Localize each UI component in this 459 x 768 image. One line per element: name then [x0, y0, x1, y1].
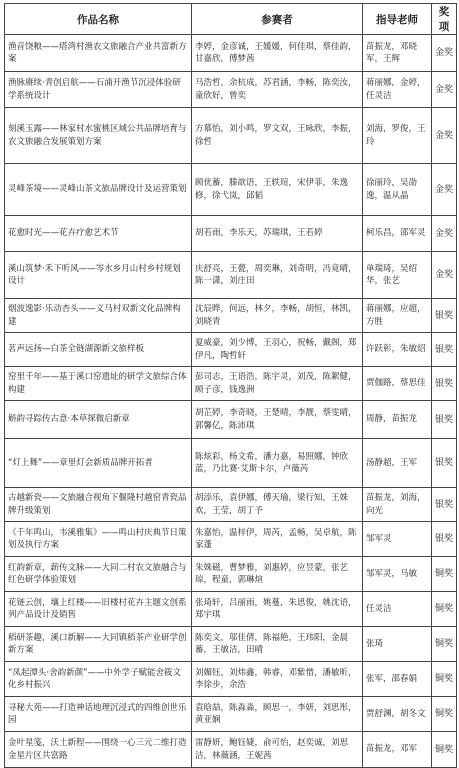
award-cell: 银奖	[432, 333, 457, 367]
work-title-cell: 溪山筑梦·禾下听风——岑水乡月山村乡村规划设计	[5, 252, 192, 299]
advisors-cell: 苗振龙，邓军	[363, 732, 432, 768]
header-work-title: 作品名称	[5, 4, 192, 35]
participants-cell: 袁晗喆，陈淼淼，顾思一，李妍，刘思彤，黄亚娴	[192, 697, 363, 732]
work-title-cell: “凤起潭头·舍韵新颜”——中外学子赋能舍筱文化乡村振兴	[5, 662, 192, 697]
participants-cell: 朱姝磁，曹梦雅，刘惠婷，应昱蒙，张艺琼，程童，郭琳煊	[192, 557, 363, 592]
table-row	[5, 401, 457, 439]
award-cell: 银奖	[432, 488, 457, 522]
advisors-cell: 邹军灵	[363, 522, 432, 557]
award-cell: 铜奖	[432, 662, 457, 697]
table-row	[5, 522, 457, 557]
advisors-cell: 张军，邵春娟	[363, 662, 432, 697]
participants-cell: 方慕怡，刘小鸣，罗文双，王咏欣，李振，徐哲	[192, 108, 363, 164]
award-cell: 金奖	[432, 164, 457, 216]
table-row	[5, 108, 457, 164]
work-title-cell: 金叶星笺，沃土新程——围绕一心三元二维打造金星片区共富路	[5, 732, 192, 768]
work-title-cell: 斛韵寻踪传古意·本草探微启新章	[5, 401, 192, 439]
advisors-cell: 贾舒渊，胡冬文	[363, 697, 432, 732]
advisors-cell: 邹军灵，马敏	[363, 557, 432, 592]
table-row	[5, 367, 457, 401]
work-title-cell: 寻秘大苑——打造神话地理沉浸式的四维创世乐园	[5, 697, 192, 732]
work-title-cell: 刻溪玉露——林家村水蜜桃区域公共品牌培育与农文旅融合发展策划方案	[5, 108, 192, 164]
work-title-cell: 古越新瓷——文旅融合视角下偃隆村越窑青瓷品牌升级策划	[5, 488, 192, 522]
participants-cell: 沈辰晔，何远，林夕，李畅，胡恒，林凯，刘晓青	[192, 299, 363, 333]
work-title-cell: 渔音饶粮——塔湾村渔农文旅融合产业共富新方案	[5, 35, 192, 72]
participants-cell: 顾优蓄，滕歆语，王轶瑄，宋伊菲，朱逸修，徐弋岚，邱韬	[192, 164, 363, 216]
award-cell: 银奖	[432, 299, 457, 333]
work-title-cell: 红韵新章，薪传文脉——大同二村农文旅融合与红色研学体验策划	[5, 557, 192, 592]
participants-cell: 陈炫彩，杨文希，潘力嘉，易照娜，钟欣蓝，乃比赛·艾斯卡尔，卢薇芮	[192, 439, 363, 488]
table-row	[5, 592, 457, 627]
work-title-cell: 窑里千年——基于溪口窑遗址的研学文旅综合体构建	[5, 367, 192, 401]
advisors-cell: 贾伽路，蔡思佳	[363, 367, 432, 401]
participants-cell: 庆舒亮，王甍，周奕琳，刘奇明，冯竟晴，陈一潇，刘庄田	[192, 252, 363, 299]
header-advisors: 指导老师	[363, 4, 432, 35]
table-row	[5, 439, 457, 488]
participants-cell: 张琦轩，吕丽雨，姚蔓，朱思俊，姚沈语，郑宇琪	[192, 592, 363, 627]
table-row	[5, 662, 457, 697]
table-row	[5, 557, 457, 592]
participants-cell: 夏威豪，刘少博，王羽心，祝畅，戴阁，郑伊凡，陶哲轩	[192, 333, 363, 367]
table-row	[5, 252, 457, 299]
table-header-row	[5, 4, 457, 35]
participants-cell: 陈奕文，邬佳倩，陈福艳，王玮阳，金晨蓄，王敏洁，田晴	[192, 627, 363, 662]
work-title-cell: 烟波逸影·乐动杏头——义马村双新文化品牌构建	[5, 299, 192, 333]
advisors-cell: 汤静超，王军	[363, 439, 432, 488]
advisors-cell: 蒋丽娜，应超，方胜	[363, 299, 432, 333]
work-title-cell: “灯上舞”——章里灯会新质品牌开拓者	[5, 439, 192, 488]
participants-cell: 胡芷婷，李奇晓，王楚晴，李靓，蔡雯晴，郭馨亿，陈沛琪	[192, 401, 363, 439]
header-award: 奖项	[432, 4, 457, 35]
award-cell: 铜奖	[432, 697, 457, 732]
advisors-cell: 柯乐昌，邵军灵	[363, 216, 432, 252]
work-title-cell: 花链云创，壤上红楼——旧楼村花卉主题文创系列产品设计及销售	[5, 592, 192, 627]
participants-cell: 胡添乐，袁伊娜，傅天瑜，梁行知，王姝欢，王莹，胡丁予	[192, 488, 363, 522]
work-title-cell: 《千年鸣山，韦溪雅集》——鸣山村庆典节日策划及执行方案	[5, 522, 192, 557]
award-cell: 银奖	[432, 522, 457, 557]
awards-table-container	[4, 3, 457, 768]
award-cell: 银奖	[432, 401, 457, 439]
award-cell: 铜奖	[432, 557, 457, 592]
table-row	[5, 697, 457, 732]
advisors-cell: 刘海，罗俊，王玲	[363, 108, 432, 164]
advisors-cell: 苗振龙，邓晓军，王辉	[363, 35, 432, 72]
award-cell: 银奖	[432, 439, 457, 488]
participants-cell: 胡若雨，李乐天，苏瑞琪，王若婷	[192, 216, 363, 252]
table-row	[5, 299, 457, 333]
awards-table	[4, 3, 457, 768]
table-row	[5, 164, 457, 216]
advisors-cell: 张琦	[363, 627, 432, 662]
advisors-cell: 蒋丽娜，金婷，任灵洁	[363, 72, 432, 108]
table-row	[5, 216, 457, 252]
award-cell: 铜奖	[432, 627, 457, 662]
participants-cell: 刘媚钰，刘炜鑫，韩睿，邓紫惜，潘敏昕，李徐步，余浩	[192, 662, 363, 697]
award-cell: 金奖	[432, 72, 457, 108]
award-cell: 银奖	[432, 367, 457, 401]
header-participants: 参赛者	[192, 4, 363, 35]
advisors-cell: 苗振龙，刘海，向光	[363, 488, 432, 522]
award-cell: 金奖	[432, 252, 457, 299]
work-title-cell: 稻研茶趣，溪口新解——大同镇稻茶产业研学创新方案	[5, 627, 192, 662]
work-title-cell: 花愈时光——花卉疗愈艺术节	[5, 216, 192, 252]
table-row	[5, 72, 457, 108]
table-row	[5, 732, 457, 768]
table-row	[5, 627, 457, 662]
participants-cell: 雷静妍，鲍钰婕，俞可怡，赵奕诚，刘思洁，林薇涵，王妮茜	[192, 732, 363, 768]
participants-cell: 马浩哲，余杭成，苏君涵，李畅，陈奕汝，童欣好，曾奕	[192, 72, 363, 108]
advisors-cell: 单瑞琦，吴绍华，张艺	[363, 252, 432, 299]
table-row	[5, 488, 457, 522]
work-title-cell: 茗声远扬—白茶全链湖源新文旅样板	[5, 333, 192, 367]
advisors-cell: 周静，苗振龙	[363, 401, 432, 439]
work-title-cell: 灵峰茶境——灵峰山茶文旅品牌设计及运营策划	[5, 164, 192, 216]
award-cell: 金奖	[432, 108, 457, 164]
participants-cell: 李婷，金彦诚，王媛媛，何佳琪，蔡佳韵，甘嘉欣，傅梦茜	[192, 35, 363, 72]
award-cell: 铜奖	[432, 592, 457, 627]
table-row	[5, 35, 457, 72]
award-cell: 金奖	[432, 35, 457, 72]
award-cell: 金奖	[432, 216, 457, 252]
participants-cell: 彭司志，王语浩，陈宇灵，刘茂，陈絮健，顾子彦，钱逸洲	[192, 367, 363, 401]
participants-cell: 朱嘉怡，温梓伊，周芮，孟畅，吴卓航，陈家蓬	[192, 522, 363, 557]
advisors-cell: 任灵洁	[363, 592, 432, 627]
award-cell: 铜奖	[432, 732, 457, 768]
table-row	[5, 333, 457, 367]
advisors-cell: 许跃彰，朱敏炤	[363, 333, 432, 367]
work-title-cell: 渔脉赓续·青创启航——石浦开渔节沉浸体验研学系统设计	[5, 72, 192, 108]
advisors-cell: 徐丽玲，吴劭逸，温从晶	[363, 164, 432, 216]
